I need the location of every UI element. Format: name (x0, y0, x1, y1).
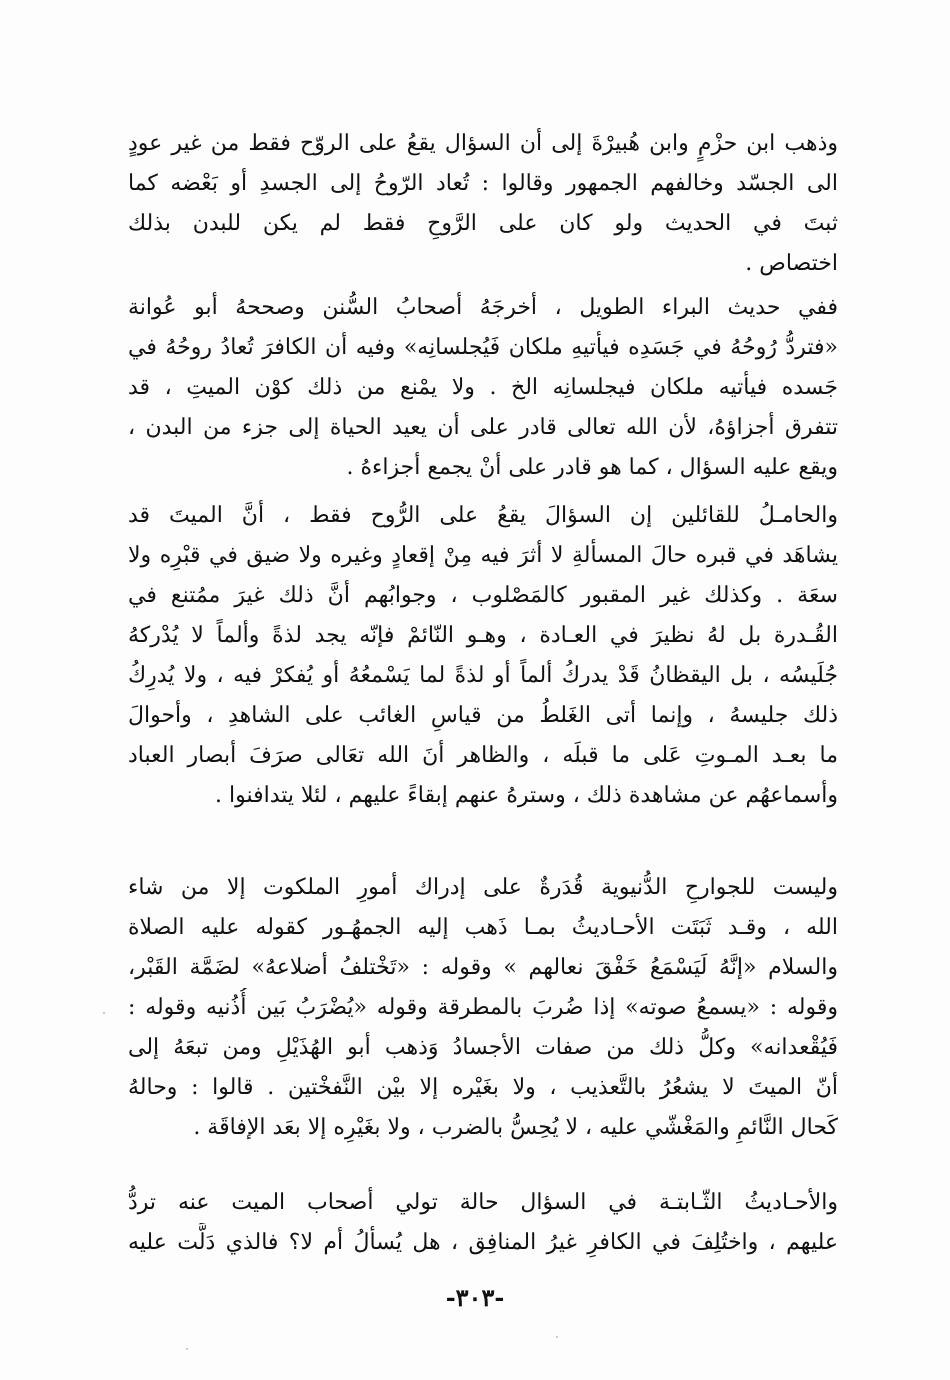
text-line: ويقع عليه السؤال ، كما هو قادر على أنْ يجمع أجزاءهُ . (346, 455, 838, 480)
text-line: الى الجسّد وخالفهم الجمهور وقالوا : تُعاد الرّوحُ إلى الجسدِ أو بَعْضه كما (128, 171, 838, 196)
text-line: جَسده فيأتيه ملكان فيجلسانِه الخ . ولا يمْنع من ذلك كوْن الميتِ ، قد (128, 375, 838, 400)
text-line: تتفرق أجزاؤهُ، لأن الله تعالى قادر على أن يعيد الحياة إلى جزء من البدن ، (128, 415, 838, 440)
text-line: وذهب ابن حزْمٍ وابن هُبيرْةَ إلى أن السؤال يقعُ على الروّح فقط من غير عودٍ (128, 131, 838, 156)
text-line: جُلَيسُه ، بل اليقظانُ قَدْ يدركُ ألماً أو لذةً لما يَسْمعُهُ أو يُفكرْ فيه ، ولا يُدرِكُ (128, 663, 838, 688)
text-line: اختصاص . (745, 251, 838, 276)
paragraph-3 (128, 496, 838, 816)
text-line: «فتردُّ رُوحُهُ في جَسَدِه فيأتيهِ ملكان فَيُجلسانِه» وفيه أن الكافرَ تُعادُ روحُهُ في (128, 335, 838, 360)
text-line: وليست للجوارحِ الدُّنيوية قُدَرةٌ على إدراك أمورِ الملكوت إلا من شاء (128, 875, 838, 900)
text-line: والسلام «إنَّهُ لَيَسْمَعُ خَفْقَ نعالهم » وقوله : «تَخْتلفُ أضلاعهُ» لضَمَّة القَبْر، (128, 955, 838, 980)
text-line: يشاهَد في قبره حالَ المسألةِ لا أثرَ فيه مِنْ إقعادٍ وغيره ولا ضيق في قبْرِه ولا (128, 543, 838, 568)
text-line: ما بعـد المـوتِ عَلى ما قبلَه ، والظاهر أنَ الله تعَالى صرَفَ أبصار العباد (128, 743, 838, 768)
text-line: ففي حديث البراء الطويل ، أخرجَهُ أصحابُ السُّنن وصححهُ أبو عُوانة (128, 295, 838, 320)
text-line: والأحـاديثُ الثّـابتـة في السؤال حالة تولي أصحاب الميت عنه تردُّ (128, 1190, 838, 1215)
text-line: أنّ الميتَ لا يشعُرُ بالتَّعذيب ، ولا بغَيْره إلا بيْن النَّفخْتين . قالوا : وحالهُ (128, 1075, 838, 1100)
text-line: عليهم ، واختُلِفَ في الكافرِ غيرُ المنافِق ، هل يُسألُ أم لا؟ فالذي دَلَّت عليه (128, 1230, 838, 1255)
scan-speck (556, 1336, 558, 1338)
paragraph-2 (128, 288, 838, 488)
text-line: سعَة . وكذلك غير المقبور كالمَصْلوب ، وجوابُهم أنَّ ذلك غيرَ ممُتنع في (128, 583, 838, 608)
text-line: وأسماعهُم عن مشاهدة ذلك ، وسترهُ عنهم إبقاءً عليهم ، لئلا يتدافنوا . (215, 783, 838, 808)
paragraph-5 (128, 1183, 838, 1263)
scan-speck (186, 1348, 188, 1350)
scan-speck (103, 1012, 105, 1014)
paragraph-4 (128, 868, 838, 1148)
text-line: كَحال النَّائمِ والمَغْشّي عليه ، لا يُحِسُّ بالضرب ، ولا بغَيْرِه إلا بعَد الإفاقَة . (193, 1115, 838, 1140)
text-line: فَيُقْعدانه» وكلُّ ذلك من صفات الأجسادُ وَذهب أبو الهُذَيْلِ ومن تبعَهُ إلى (128, 1035, 838, 1060)
page-number: -٣٠٣- (445, 1283, 505, 1312)
text-line: والحامـلُ للقائلين إن السؤالَ يقعُ على الرُّوح فقط ، أنَّ الميتَ قد (128, 503, 838, 528)
text-line: ثبتَ في الحديث ولو كان على الرَّوحِ فقط لم يكن للبدن بذلك (128, 211, 838, 236)
text-line: القُـدرة بل لهُ نظيرَ في العـادة ، وهـو النّائمْ فإنّه يجد لذةً وألماً لا يُدْركهُ (128, 623, 838, 648)
text-line: الله ، وقـد ثَبَتَت الأحـاديثُ بمـا ذَهب إليه الجمهُـور كقوله عليه الصلاة (128, 915, 838, 940)
paragraph-1 (128, 124, 838, 284)
text-line: وقوله : «يسمعُ صوته» إذا ضُربَ بالمطرقة وقوله «يُضْرَبُ بَين أُذُنيه وقوله : (128, 995, 838, 1020)
text-line: ذلك جليسهُ ، وإنما أتى الغَلطُ من قياسِ الغائب على الشاهدِ ، وأحوالَ (128, 703, 838, 728)
